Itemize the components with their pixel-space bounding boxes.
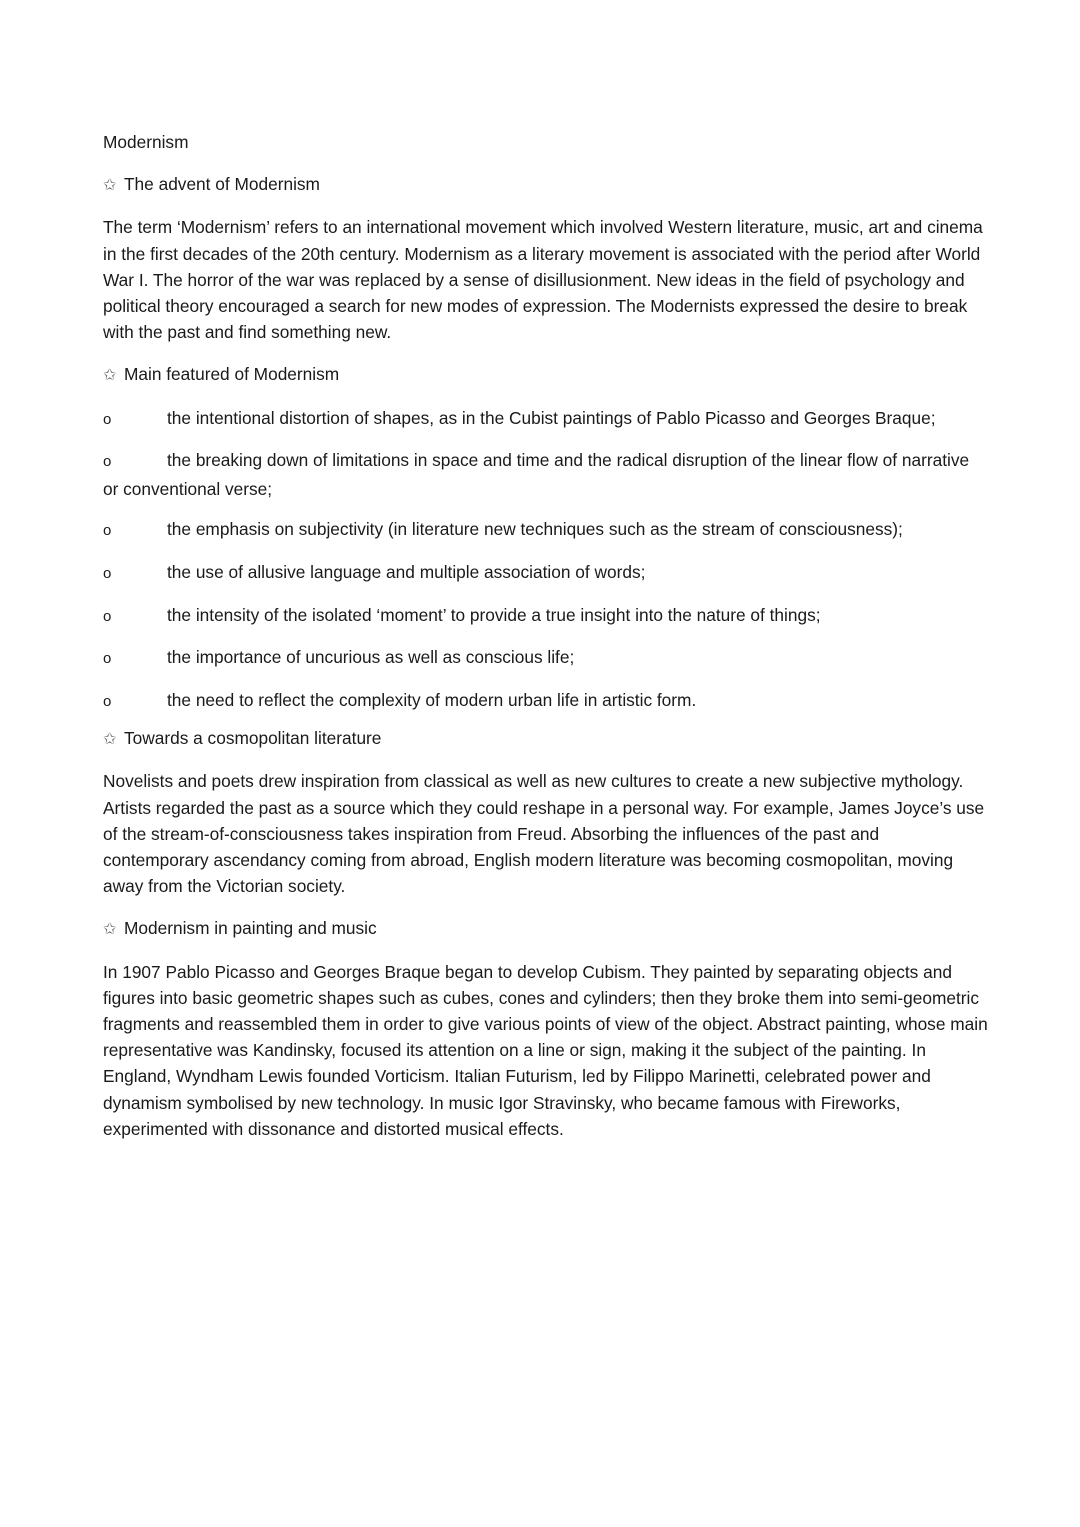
bullet-marker: o xyxy=(103,522,112,540)
list-item xyxy=(103,447,988,501)
section-heading-text: Modernism in painting and music xyxy=(124,918,377,939)
list-item-text: the breaking down of limitations in space and time and the radical disruption of the linear flow of narrative or conventional verse; xyxy=(103,450,970,499)
list-item-text: the need to reflect the complexity of modern urban life in artistic form. xyxy=(167,690,697,711)
list-item xyxy=(103,559,988,587)
list-item xyxy=(103,687,988,715)
section-heading-text: The advent of Modernism xyxy=(124,174,320,195)
bullet-marker: o xyxy=(103,564,112,582)
section-heading xyxy=(103,915,988,943)
document-title: Modernism xyxy=(103,132,189,152)
document-page xyxy=(103,129,988,1157)
bullet-marker: o xyxy=(103,693,112,711)
bullet-marker: o xyxy=(103,650,112,668)
section-paragraph: In 1907 Pablo Picasso and Georges Braque began to develop Cubism. They painted by separating objects and figures into basic geometric shapes such as cubes, cones and cylinders; then they broke them into semi-geometric fragments and reassembled them in order to give various points of view of the object. Abstract painting, whose main representative was Kandinsky, focused its attention on a line or sign, making it the subject of the painting. In England, Wyndham Lewis founded Vorticism. Italian Futurism, led by Filippo Marinetti, celebrated power and dynamism symbolised by new technology. In music Igor Stravinsky, who became famous with Fireworks, experimented with dissonance and distorted musical effects. xyxy=(103,961,988,1139)
section-paragraph: The term ‘Modernism’ refers to an international movement which involved Western literature, music, art and cinema in the first decades of the 20th century. Modernism as a literary movement is associated with the period after World War I. The horror of the war was replaced by a sense of disillusionment. New ideas in the field of psychology and political theory encouraged a search for new modes of expression. The Modernists expressed the desire to break with the past and find something new. xyxy=(103,217,983,343)
list-item xyxy=(103,602,988,630)
list-item xyxy=(103,644,988,672)
star-icon: ✩ xyxy=(103,367,117,385)
section-heading xyxy=(103,171,988,199)
bullet-marker: o xyxy=(103,607,112,625)
list-item-text: the intensity of the isolated ‘moment’ to provide a true insight into the nature of things; xyxy=(167,604,821,625)
bullet-marker: o xyxy=(103,453,112,471)
list-item-text: the use of allusive language and multiple association of words; xyxy=(167,561,646,582)
star-icon: ✩ xyxy=(103,921,117,939)
list-item xyxy=(103,516,988,544)
list-item xyxy=(103,405,988,433)
section-heading xyxy=(103,361,988,389)
list-item-text: the intentional distortion of shapes, as in the Cubist paintings of Pablo Picasso and Georges Braque; xyxy=(167,407,936,428)
section-heading-text: Towards a cosmopolitan literature xyxy=(124,728,382,749)
star-icon: ✩ xyxy=(103,731,117,749)
list-item-text: the importance of uncurious as well as conscious life; xyxy=(167,647,575,668)
bullet-marker: o xyxy=(103,410,112,428)
star-icon: ✩ xyxy=(103,177,117,195)
section-heading xyxy=(103,725,988,753)
list-item-text: the emphasis on subjectivity (in literature new techniques such as the stream of consciousness); xyxy=(167,519,903,540)
section-paragraph: Novelists and poets drew inspiration from classical as well as new cultures to create a new subjective mythology. Artists regarded the past as a source which they could reshape in a personal way. For example, James Joyce’s use of the stream-of-consciousness takes inspiration from Freud. Absorbing the influences of the past and contemporary ascendancy coming from abroad, English modern literature was becoming cosmopolitan, moving away from the Victorian society. xyxy=(103,771,985,897)
section-heading-text: Main featured of Modernism xyxy=(124,364,340,385)
